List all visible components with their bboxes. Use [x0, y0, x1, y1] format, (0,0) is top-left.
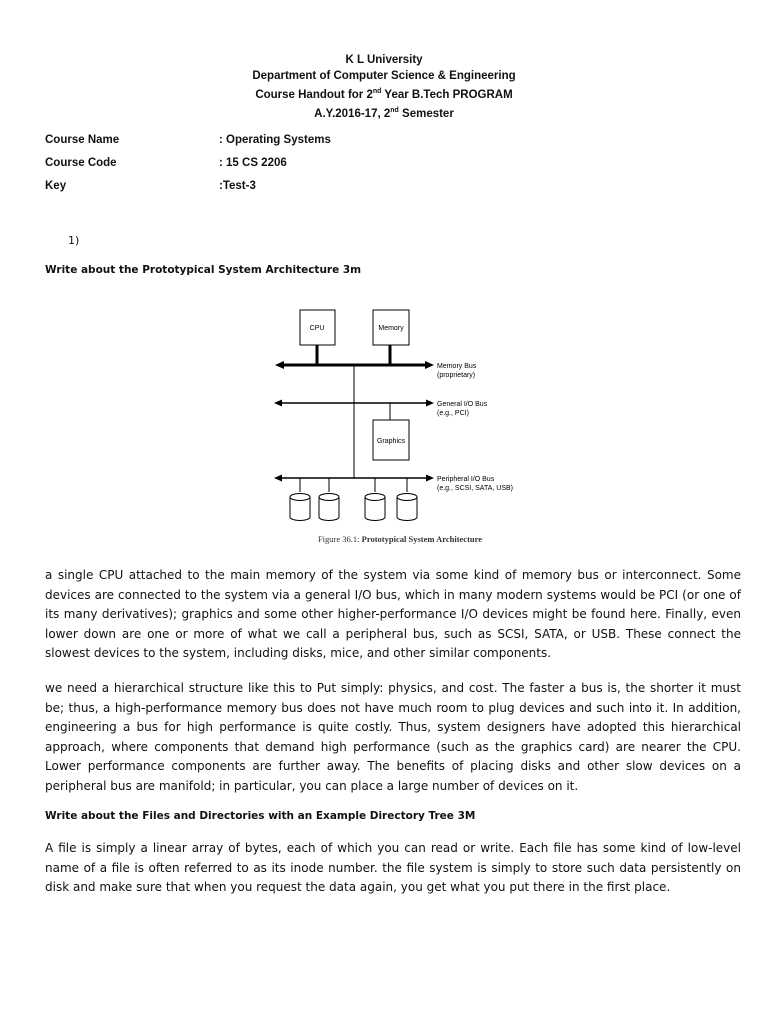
- architecture-diagram: [270, 300, 530, 550]
- disk-icon: [397, 494, 417, 521]
- department-name: Department of Computer Science & Engineering: [252, 70, 516, 82]
- academic-year-line: A.Y.2016-17, 2nd Semester: [314, 106, 454, 120]
- question-number: 1): [68, 234, 80, 247]
- disk-icon: [319, 494, 339, 521]
- university-name: K L University: [345, 54, 423, 66]
- document-header: [0, 52, 768, 122]
- key-row: [45, 180, 256, 192]
- peripheral-io-bus-label: Peripheral I/O Bus: [437, 476, 495, 483]
- memory-label: Memory: [378, 325, 404, 332]
- course-name-label: Course Name: [45, 134, 120, 146]
- disk-icon: [290, 494, 310, 521]
- paragraph-1: a single CPU attached to the main memory of the system via some kind of memory bus or interconnect. Some devices are connected to the system via a general I/O bus, which in many modern systems would be PCI (or one of its many derivatives); graphics and some other higher-performance I/O devices might be found here. Finally, even lower down are one or more of what we call a peripheral bus, such as SCSI, SATA, or USB. These connect the slowest devices to the system, including disks, mice, and other similar components.: [45, 568, 741, 660]
- disk-icon: [365, 494, 385, 521]
- course-name-value: : Operating Systems: [219, 134, 331, 146]
- handout-line: Course Handout for 2nd Year B.Tech PROGRAM: [255, 88, 513, 101]
- course-name-row: [45, 134, 331, 146]
- memory-bus-note: (proprietary): [437, 372, 476, 379]
- question-1-heading: Write about the Prototypical System Architecture 3m: [45, 264, 362, 276]
- course-code-label: Course Code: [45, 157, 117, 169]
- figure-caption: Figure 36.1: Prototypical System Architecture: [317, 534, 483, 544]
- peripheral-io-bus-note: (e.g., SCSI, SATA, USB): [437, 485, 513, 492]
- general-io-bus-label: General I/O Bus: [437, 401, 488, 408]
- paragraph-3: A file is simply a linear array of bytes, each of which you can read or write. Each file has some kind of low-level name of a file is often referred to as its inode number. the file system is simply to store such data persistently on disk and make sure that when you request the data again, you get what you put there in the first place.: [45, 841, 741, 894]
- cpu-label: CPU: [309, 325, 325, 332]
- disk-group: [290, 494, 417, 521]
- key-label: Key: [45, 180, 67, 192]
- paragraph-2: we need a hierarchical structure like this to Put simply: physics, and cost. The faster a bus is, the shorter it must be; thus, a high-performance memory bus does not have much room to plug devices and such into it. In addition, engineering a bus for high performance is quite costly. Thus, system designers have adopted this hierarchical approach, where components that demand high performance (such as the graphics card) are nearer the CPU. Lower performance components are further away. The benefits of placing disks and other slow devices on a peripheral bus are manifold; in particular, you can place a large number of devices on it.: [45, 681, 741, 793]
- graphics-label: Graphics: [376, 438, 406, 445]
- memory-bus-label: Memory Bus: [437, 363, 477, 370]
- course-code-row: [45, 157, 287, 169]
- question-2-heading: Write about the Files and Directories with an Example Directory Tree 3M: [45, 810, 476, 822]
- general-io-bus-note: (e.g., PCI): [437, 410, 469, 417]
- key-value: :Test-3: [219, 180, 256, 192]
- course-code-value: : 15 CS 2206: [219, 157, 287, 169]
